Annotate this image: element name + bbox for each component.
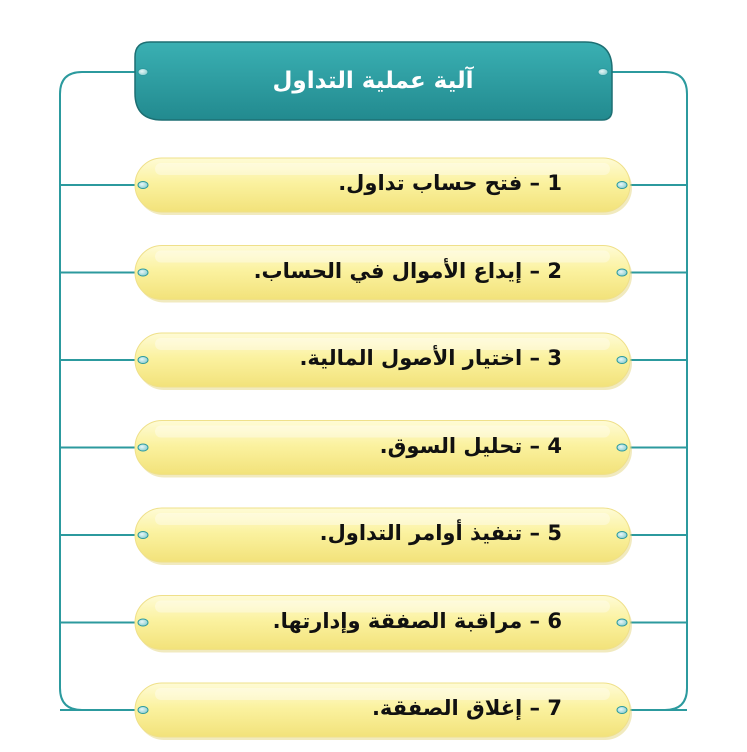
connector-dot <box>138 269 148 276</box>
step-separator: – <box>522 608 548 633</box>
connector-dot <box>617 357 627 364</box>
connector-dot <box>617 269 627 276</box>
step-label <box>372 698 562 719</box>
step-text: فتح حساب تداول. <box>338 171 523 195</box>
step-separator: – <box>522 171 548 195</box>
connector-dot <box>617 532 627 539</box>
step-text: إيداع الأموال في الحساب. <box>253 258 523 283</box>
step-number: 2 <box>547 258 562 283</box>
step-text: تنفيذ أوامر التداول. <box>319 521 523 545</box>
step-text: إغلاق الصفقة. <box>371 696 523 720</box>
connector-dot <box>138 619 148 626</box>
connector-dot <box>138 444 148 451</box>
step-separator: – <box>522 696 548 720</box>
step-number: 3 <box>547 346 562 370</box>
connector-dot <box>617 182 627 189</box>
connector-dot <box>138 707 148 714</box>
step-text: مراقبة الصفقة وإدارتها. <box>272 608 523 633</box>
step-label <box>272 608 562 633</box>
step-separator: – <box>522 258 548 283</box>
step-label <box>320 523 562 544</box>
connector-dot <box>138 357 148 364</box>
connector-dot <box>138 182 148 189</box>
step-number: 4 <box>547 433 562 458</box>
step-number: 1 <box>547 171 562 195</box>
step-number: 5 <box>547 521 562 545</box>
step-label <box>253 258 562 283</box>
connector-dot <box>617 444 627 451</box>
step-text: اختيار الأصول المالية. <box>299 346 523 370</box>
step-number: 7 <box>547 696 562 720</box>
diagram-title: آلية عملية التداول <box>272 68 474 94</box>
connector-dot <box>617 707 627 714</box>
step-separator: – <box>522 346 548 370</box>
step-separator: – <box>522 521 548 545</box>
step-label <box>299 348 562 369</box>
step-text: تحليل السوق. <box>379 433 523 458</box>
step-label <box>379 433 562 458</box>
step-label <box>338 173 562 194</box>
step-separator: – <box>522 433 548 458</box>
connector-dot <box>617 619 627 626</box>
step-number: 6 <box>547 608 562 633</box>
connector-dot <box>138 532 148 539</box>
